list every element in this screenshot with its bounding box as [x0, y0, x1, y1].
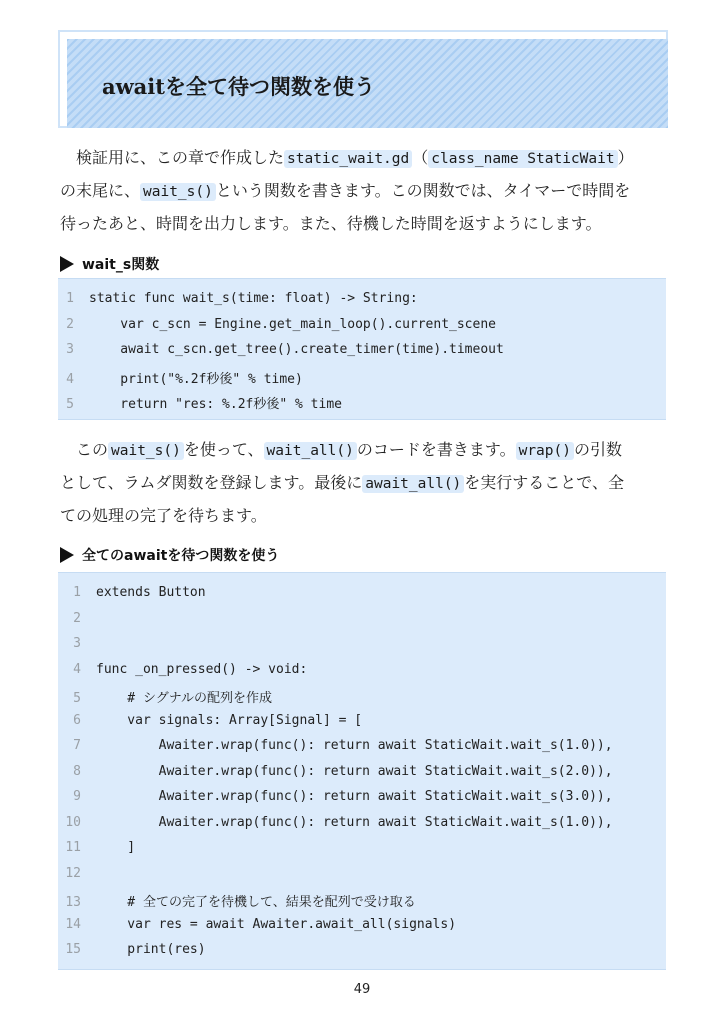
inline-code: await_all()	[362, 475, 464, 493]
code-text: var res = await Awaiter.await_all(signals)	[96, 916, 457, 932]
code-text: print("%.2f秒後" % time)	[89, 371, 303, 387]
body-text: として、ラムダ関数を登録します。最後に	[60, 473, 363, 492]
code-text: Awaiter.wrap(func(): return await StaticWait.wait_s(3.0)),	[96, 789, 613, 804]
line-number: 3	[73, 636, 81, 651]
code-line	[58, 393, 342, 413]
code-line	[58, 789, 613, 809]
code-text: Awaiter.wrap(func(): return await StaticWait.wait_s(1.0)),	[96, 738, 613, 753]
code-line	[58, 866, 96, 886]
line-number: 1	[73, 585, 81, 600]
code-line	[58, 738, 613, 758]
line-number: 5	[73, 691, 81, 706]
line-number: 9	[73, 789, 81, 804]
code-line	[58, 713, 362, 733]
body-text: を実行することで、全	[464, 473, 624, 492]
code-line	[58, 291, 418, 311]
line-number: 7	[73, 738, 81, 753]
code-text: Awaiter.wrap(func(): return await StaticWait.wait_s(1.0)),	[96, 814, 613, 830]
code-line	[58, 840, 135, 860]
inline-code: static_wait.gd	[284, 150, 412, 168]
intro-text: 待ったあと、時間を出力します。また、待機した時間を返すようにします。	[60, 214, 602, 233]
code-line	[58, 917, 456, 937]
code-line	[58, 815, 613, 835]
code-line	[58, 317, 496, 337]
line-number: 14	[65, 916, 81, 932]
body-text: を使って、	[183, 440, 264, 459]
body-text: の引数	[573, 440, 622, 459]
code-text: return "res: %.2f秒後" % time	[89, 397, 342, 412]
code-line	[58, 942, 206, 962]
line-number: 1	[66, 291, 74, 306]
body-paragraph	[60, 434, 670, 531]
title-hatched-panel	[67, 39, 668, 128]
code-block	[58, 572, 666, 970]
line-number: 2	[73, 610, 81, 626]
code-text: extends Button	[96, 585, 206, 600]
intro-text: 検証用に、この章で作成した	[76, 148, 285, 167]
code-line	[58, 891, 416, 911]
line-number: 5	[66, 397, 74, 412]
line-number: 12	[65, 865, 81, 881]
inline-code: wrap()	[516, 442, 574, 460]
code-text: await c_scn.get_tree().create_timer(time).timeout	[89, 342, 504, 357]
code-line	[58, 611, 96, 631]
code-text: Awaiter.wrap(func(): return await StaticWait.wait_s(2.0)),	[96, 763, 613, 779]
code-text: # 全ての完了を待機して、結果を配列で受け取る	[96, 895, 416, 910]
chapter-title-box	[58, 30, 668, 128]
body-text: ての処理の完了を待ちます。	[60, 506, 267, 525]
triangle-bullet-icon	[60, 547, 74, 563]
triangle-bullet-icon	[60, 256, 74, 272]
code-line	[58, 764, 613, 784]
code-block	[58, 278, 666, 420]
chapter-title: awaitを全て待つ関数を使う	[102, 74, 375, 99]
code-text: var c_scn = Engine.get_main_loop().current_scene	[89, 316, 496, 332]
code-text: ]	[96, 840, 136, 855]
line-number: 4	[66, 371, 74, 387]
section-heading	[60, 545, 279, 565]
section-label: 全てのawaitを待つ関数を使う	[82, 548, 280, 564]
code-text: print(res)	[96, 942, 206, 957]
line-number: 2	[66, 316, 74, 332]
section-heading	[60, 254, 159, 274]
line-number: 15	[65, 942, 81, 957]
body-text: この	[76, 440, 109, 459]
inline-code: wait_all()	[264, 442, 357, 460]
code-line	[58, 687, 272, 707]
line-number: 11	[65, 840, 81, 855]
intro-text: （	[412, 148, 429, 167]
line-number: 8	[73, 763, 81, 779]
intro-text: という関数を書きます。この関数では、タイマーで時間を	[215, 181, 631, 200]
inline-code: wait_s()	[108, 442, 184, 460]
line-number: 3	[66, 342, 74, 357]
line-number: 6	[73, 712, 81, 728]
line-number: 13	[65, 895, 81, 910]
code-line	[58, 662, 307, 682]
page-number: 49	[353, 982, 371, 997]
inline-code: wait_s()	[140, 183, 216, 201]
line-number: 10	[65, 814, 81, 830]
code-line	[58, 368, 303, 388]
code-text: var signals: Array[Signal] = [	[96, 712, 363, 728]
intro-paragraph	[60, 142, 670, 239]
code-line	[58, 342, 504, 362]
intro-text: の末尾に、	[60, 181, 141, 200]
code-text: static func wait_s(time: float) -> String:	[89, 291, 418, 306]
body-text: のコードを書きます。	[356, 440, 516, 459]
code-line	[58, 636, 96, 656]
code-line	[58, 585, 206, 605]
line-number: 4	[73, 661, 81, 677]
inline-code: class_name StaticWait	[428, 150, 617, 168]
code-text: # シグナルの配列を作成	[96, 691, 273, 706]
code-text: func _on_pressed() -> void:	[96, 661, 308, 677]
intro-text: ）	[617, 148, 634, 167]
section-label: wait_s関数	[82, 257, 160, 273]
